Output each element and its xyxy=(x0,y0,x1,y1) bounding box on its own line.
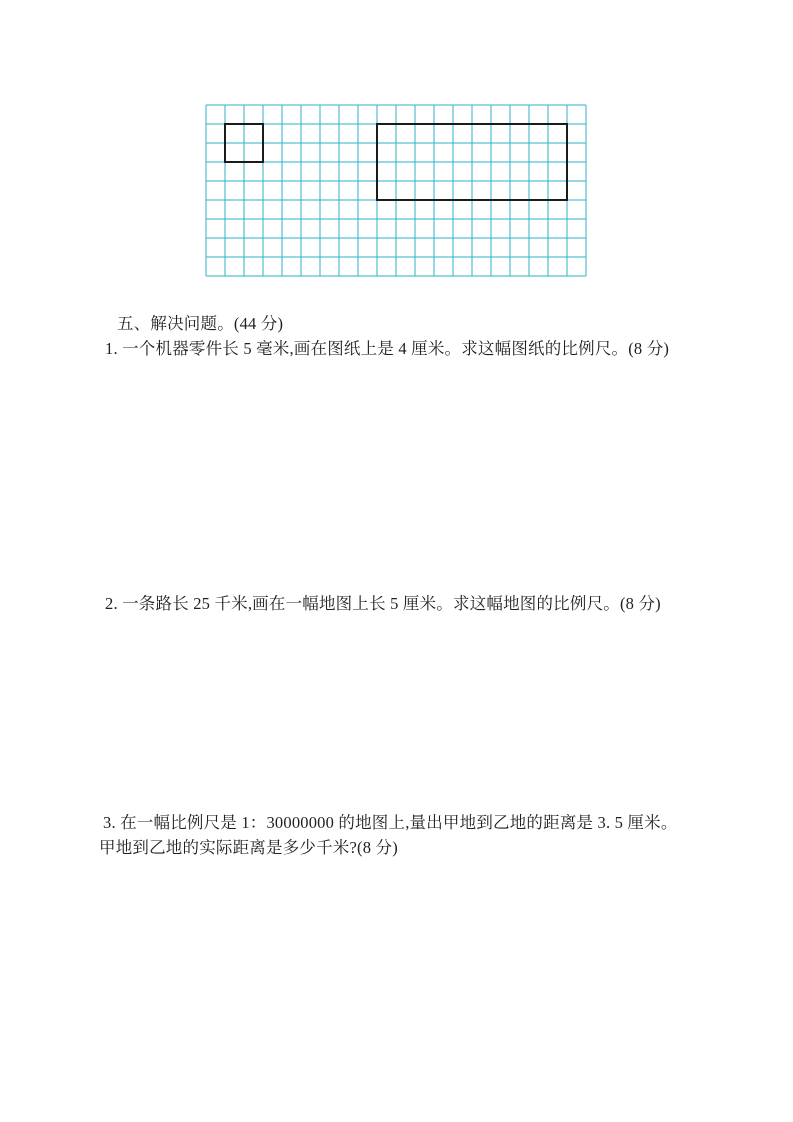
section-heading: 五、解决问题。(44 分) xyxy=(117,314,284,333)
question-3-line-1: 3. 在一幅比例尺是 1：30000000 的地图上,量出甲地到乙地的距离是 3. 5 厘米。 xyxy=(103,813,678,832)
question-2: 2. 一条路长 25 千米,画在一幅地图上长 5 厘米。求这幅地图的比例尺。(8 分) xyxy=(105,594,661,613)
grid-paper-svg xyxy=(205,104,587,277)
question-1: 1. 一个机器零件长 5 毫米,画在图纸上是 4 厘米。求这幅图纸的比例尺。(8 分) xyxy=(105,339,670,358)
question-3-line-2: 甲地到乙地的实际距离是多少千米?(8 分) xyxy=(99,838,398,857)
grid-paper-figure xyxy=(205,104,587,277)
